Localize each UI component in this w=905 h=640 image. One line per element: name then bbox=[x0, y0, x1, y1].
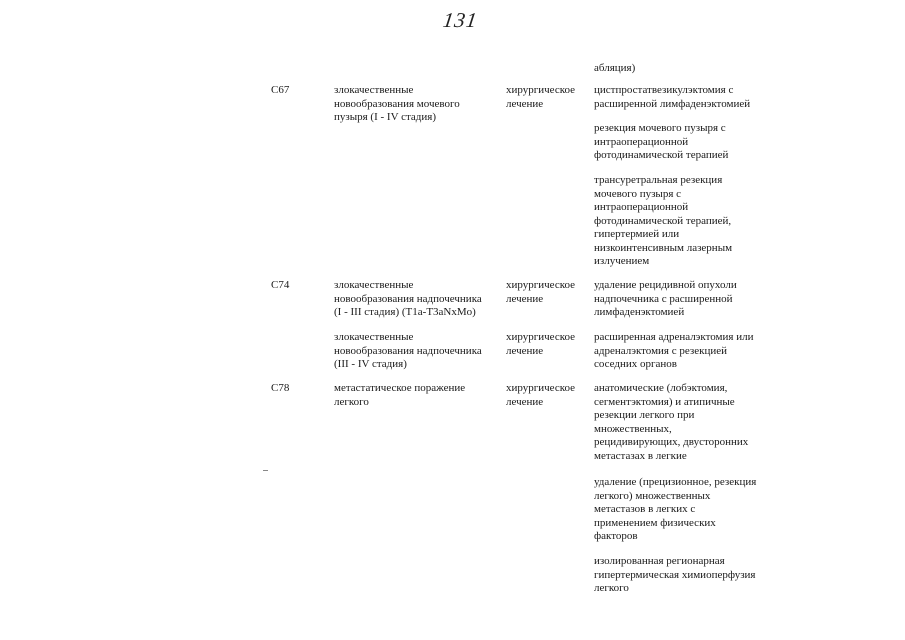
row-code: C67 bbox=[271, 84, 290, 96]
row-diagnosis: злокачественные новообразования надпочечника (III - IV стадия) bbox=[334, 331, 482, 370]
row-treatment: хирургическое лечение bbox=[506, 331, 576, 357]
row-treatment: хирургическое лечение bbox=[506, 382, 576, 408]
carryover-text: абляция) bbox=[594, 62, 636, 74]
margin-mark bbox=[263, 470, 268, 471]
row-method: анатомические (лобэктомия, сегментэктомия) и атипичные резекции легкого при множественных, рецидивирующих, двусторонних метастазах в легкие bbox=[594, 382, 749, 462]
row-method: цистпростатвезикулэктомия с расширенной лимфаденэктомией bbox=[594, 84, 751, 110]
row-code: C74 bbox=[271, 279, 290, 291]
row-diagnosis: злокачественные новообразования мочевого пузыря (I - IV стадия) bbox=[334, 84, 460, 123]
row-method: резекция мочевого пузыря с интраоперационной фотодинамической терапией bbox=[594, 122, 729, 161]
row-diagnosis: злокачественные новообразования надпочечника (I - III стадия) (T1a-T3aNxMo) bbox=[334, 279, 482, 318]
row-method: удаление рецидивной опухоли надпочечника с расширенной лимфаденэктомией bbox=[594, 279, 737, 318]
row-diagnosis: метастатическое поражение легкого bbox=[334, 382, 466, 408]
row-code: C78 bbox=[271, 382, 290, 394]
row-method: удаление (прецизионное, резекция легкого) множественных метастазов в легких с применением физических факторов bbox=[594, 476, 757, 542]
page-number: 131 bbox=[441, 8, 480, 32]
row-method: расширенная адреналэктомия или адреналэктомия с резекцией соседних органов bbox=[594, 331, 754, 370]
row-method: изолированная регионарная гипертермическая химиоперфузия легкого bbox=[594, 555, 756, 594]
row-treatment: хирургическое лечение bbox=[506, 279, 576, 305]
row-treatment: хирургическое лечение bbox=[506, 84, 576, 110]
row-method: трансуретральная резекция мочевого пузыря с интраоперационной фотодинамической терапией, гипертермией или низкоинтенсивным лазерным излучением bbox=[594, 174, 733, 267]
